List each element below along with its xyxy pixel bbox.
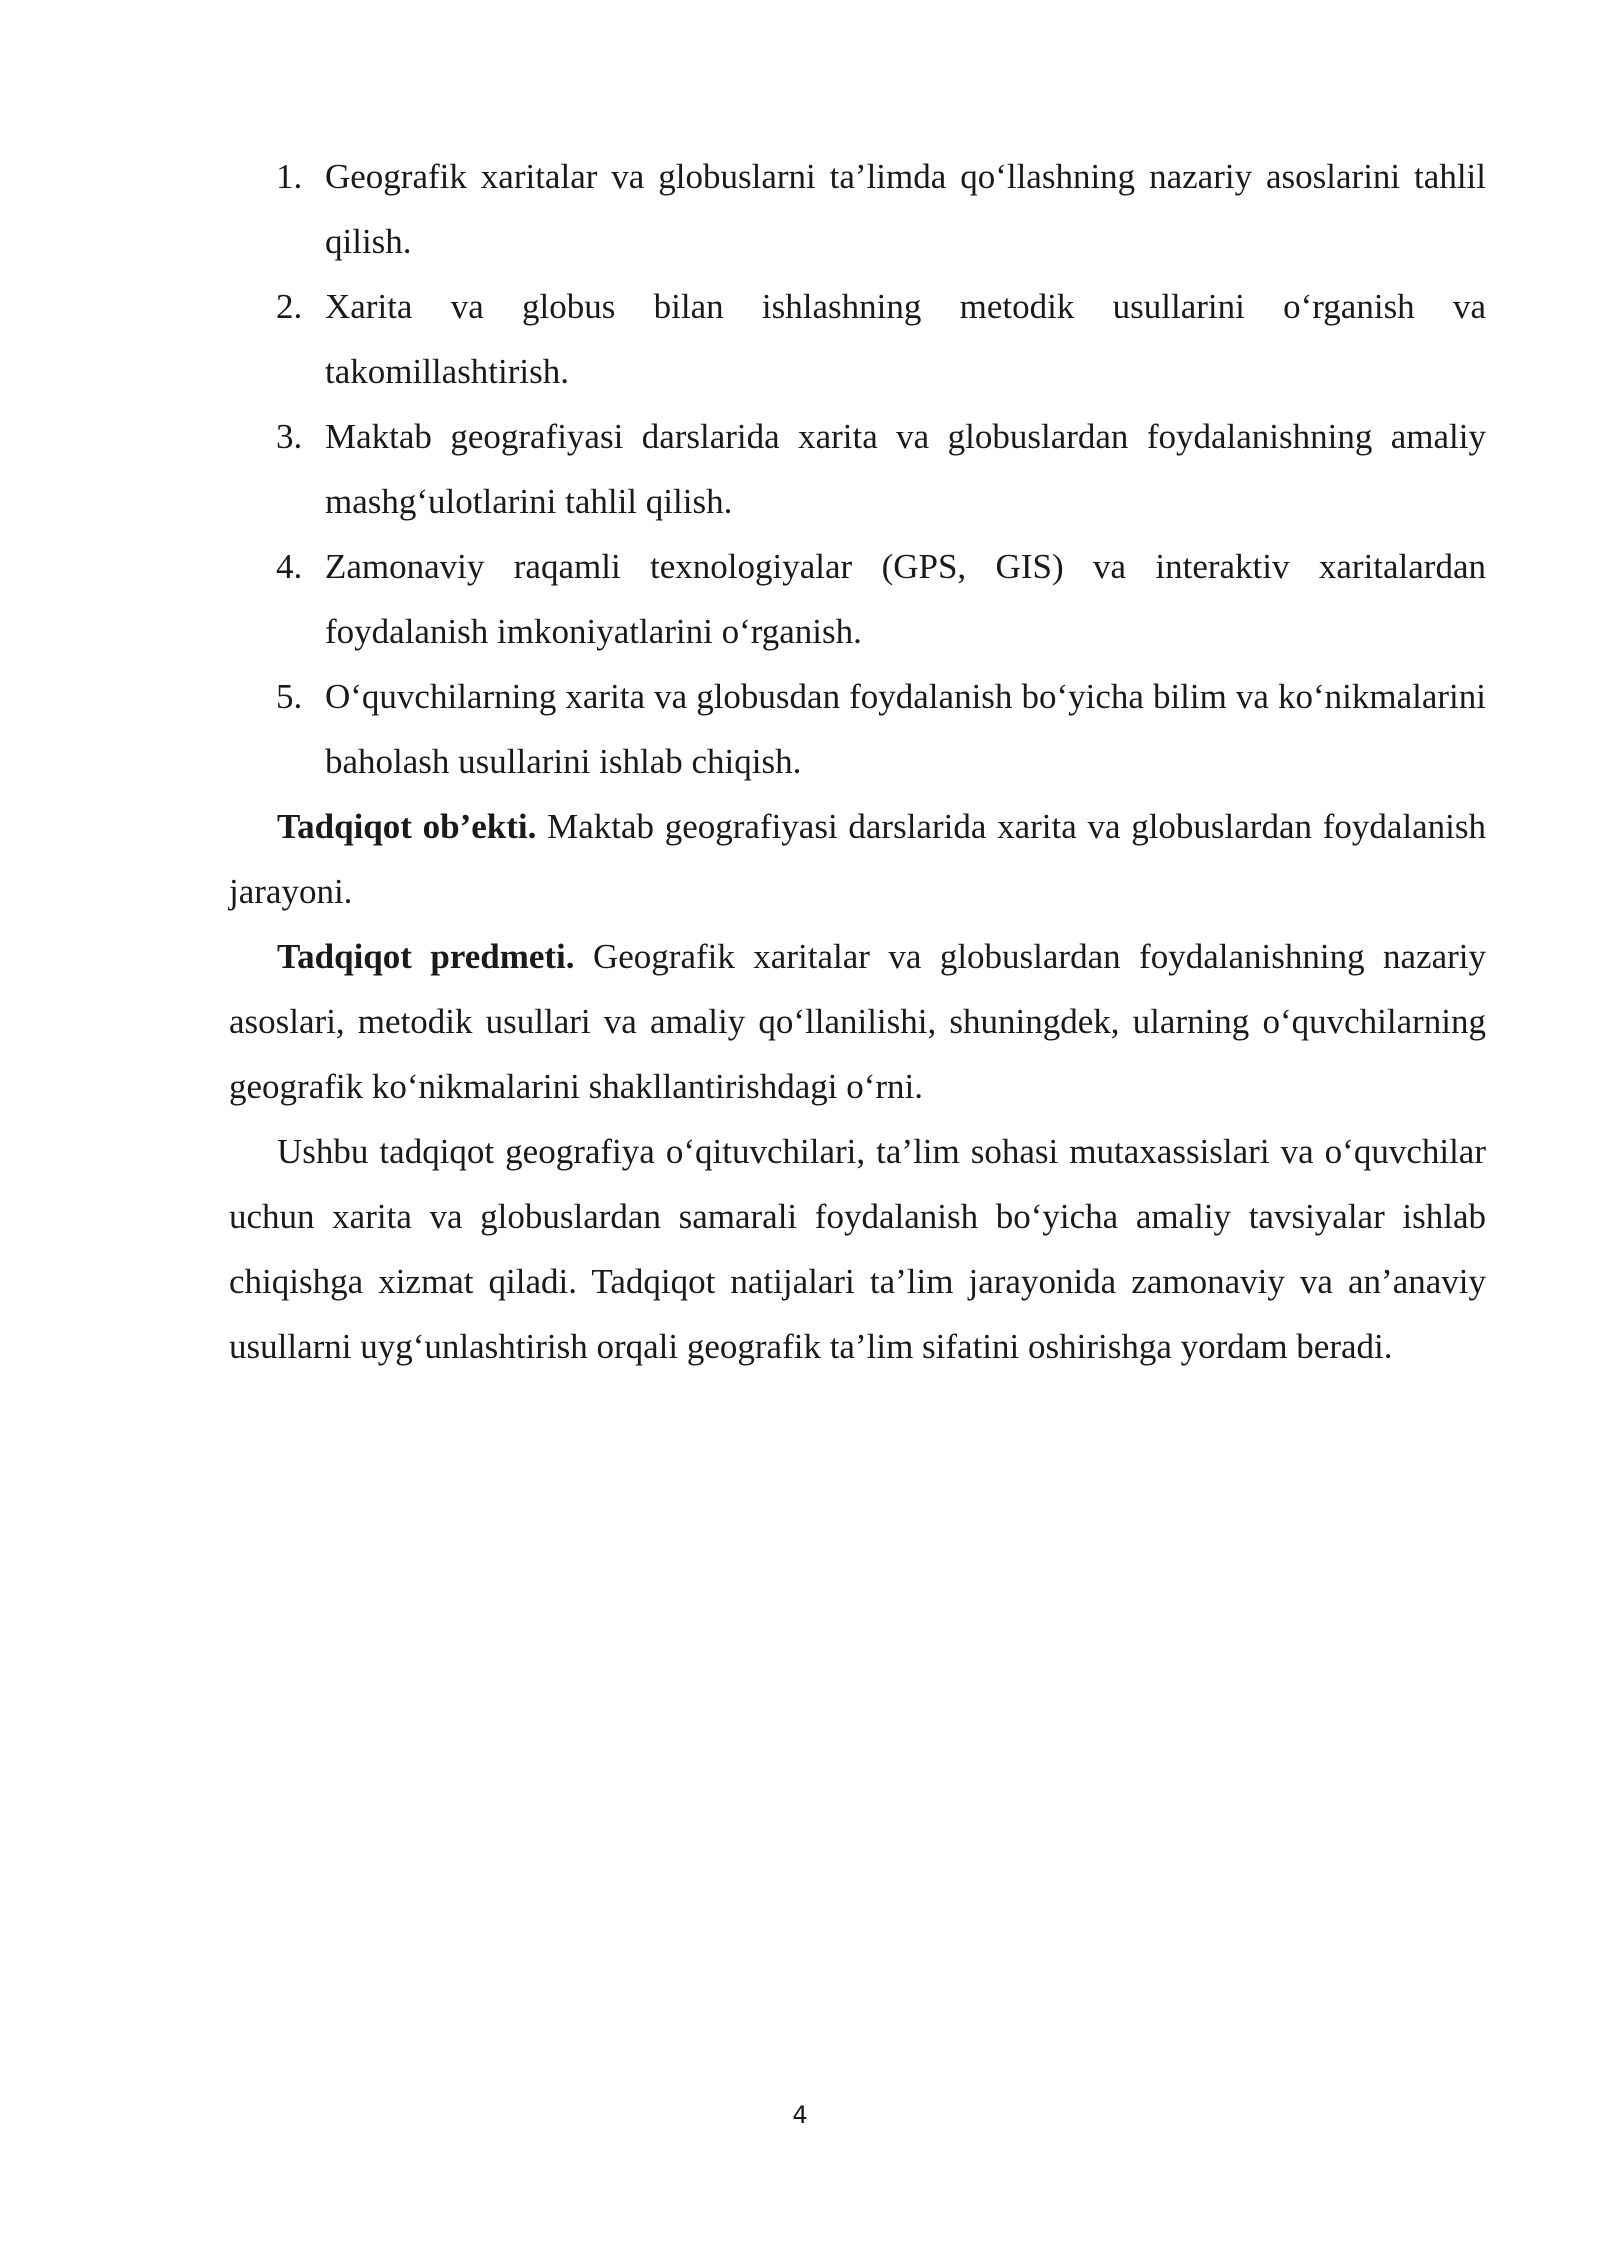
research-subject-text: Geografik xaritalar va globuslardan foydalanishning nazariy asoslari, metodik usullari va amaliy qo‘llanilishi, shuningdek, ularning o‘quvchilarning geografik ko‘nikmalarini shakllantirishdagi o‘rni.	[229, 937, 1486, 1106]
research-subject-paragraph	[229, 924, 1486, 1119]
list-item	[229, 534, 1486, 664]
list-item-text: Xarita va globus bilan ishlashning metodik usullarini o‘rganish va takomillashtirish.	[325, 287, 1486, 391]
research-subject-label: Tadqiqot predmeti.	[277, 937, 575, 976]
list-item-number: 4.	[276, 547, 303, 586]
research-object-text: Maktab geografiyasi darslarida xarita va globuslardan foydalanish jarayoni.	[229, 807, 1486, 911]
list-item	[229, 274, 1486, 404]
research-object-paragraph	[229, 794, 1486, 924]
research-object-label: Tadqiqot ob’ekti.	[277, 807, 537, 846]
page-content	[229, 144, 1486, 1379]
list-item-number: 5.	[276, 677, 303, 716]
list-item-text: Zamonaviy raqamli texnologiyalar (GPS, GIS) va interaktiv xaritalardan foydalanish imkoniyatlarini o‘rganish.	[325, 547, 1486, 651]
list-item-text: Geografik xaritalar va globuslarni ta’limda qo‘llashning nazariy asoslarini tahlil qilish.	[325, 157, 1486, 261]
closing-paragraph: Ushbu tadqiqot geografiya o‘qituvchilari, ta’lim sohasi mutaxassislari va o‘quvchilar uchun xarita va globuslardan samarali foydalanish bo‘yicha amaliy tavsiyalar ishlab chiqishga xizmat qiladi. Tadqiqot natijalari ta’lim jarayonida zamonaviy va an’anaviy usullarni uyg‘unlashtirish orqali geografik ta’lim sifatini oshirishga yordam beradi.	[229, 1132, 1486, 1366]
page-number: 4	[792, 2101, 808, 2129]
list-item	[229, 144, 1486, 274]
list-item-number: 1.	[276, 157, 303, 196]
list-item-text: O‘quvchilarning xarita va globusdan foydalanish bo‘yicha bilim va ko‘nikmalarini baholash usullarini ishlab chiqish.	[325, 677, 1486, 781]
list-item-number: 3.	[276, 417, 303, 456]
list-item	[229, 404, 1486, 534]
list-item-text: Maktab geografiyasi darslarida xarita va globuslardan foydalanishning amaliy mashg‘ulotlarini tahlil qilish.	[325, 417, 1486, 521]
list-item-number: 2.	[276, 287, 303, 326]
list-item	[229, 664, 1486, 794]
objectives-list	[229, 144, 1486, 794]
